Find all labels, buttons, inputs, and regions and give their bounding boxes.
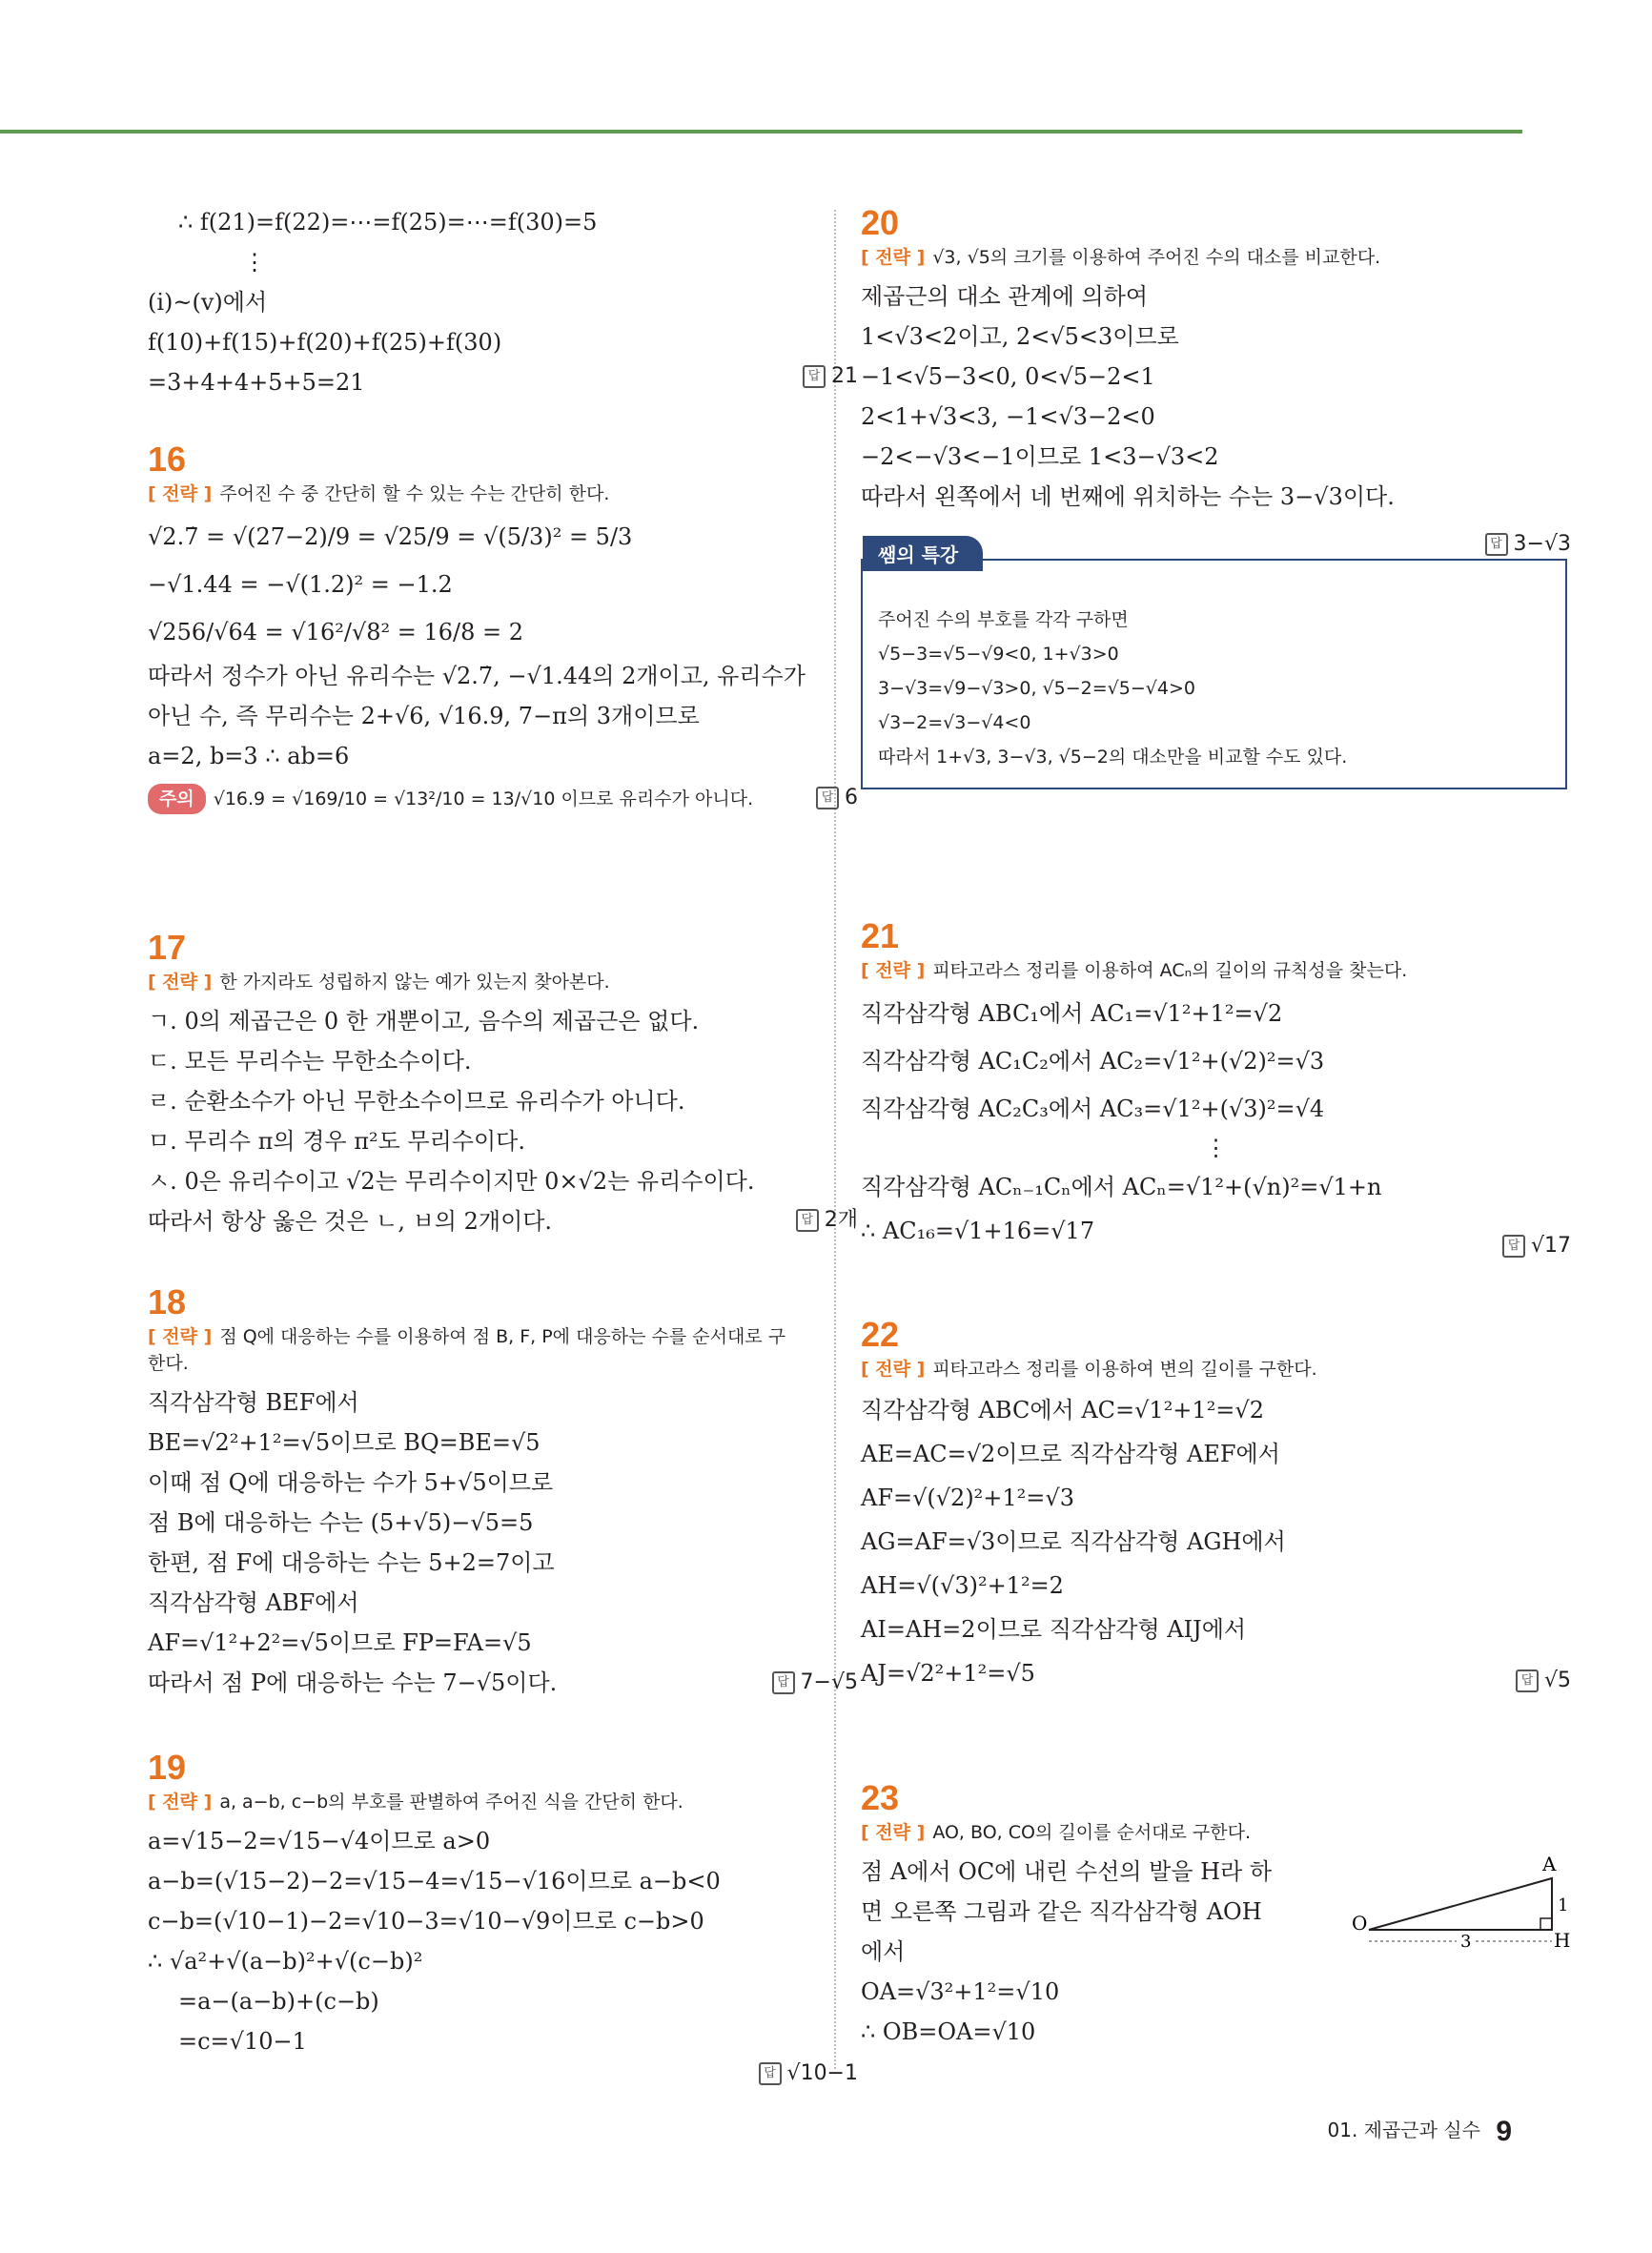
problem-18 (148, 1281, 858, 1703)
solution-line: 1<√3<2이고, 2<√5<3이므로 (861, 323, 1179, 350)
solution-line: a=√15−2=√15−√4이므로 a>0 (148, 1828, 491, 1854)
answer-icon: 답 (816, 787, 839, 809)
problem-23 (861, 1777, 1571, 2052)
problem-21 (861, 915, 1571, 1258)
solution-line: ∴ f(21)=f(22)=⋯=f(25)=⋯=f(30)=5 (178, 209, 598, 236)
label-o: O (1352, 1912, 1368, 1935)
answer: 답 2개 (796, 1203, 858, 1233)
solution-line: ㅅ. 0은 유리수이고 √2는 무리수이지만 0×√2는 유리수이다. (148, 1168, 755, 1195)
answer-icon: 답 (759, 2062, 782, 2085)
solution-line: 직각삼각형 ABF에서 (148, 1589, 359, 1616)
label-a: A (1542, 1853, 1557, 1875)
problem-16 (148, 439, 858, 814)
tip-line: √3−2=√3−√4<0 (878, 712, 1031, 733)
solution-line: f(10)+f(15)+f(20)+f(25)+f(30) (148, 329, 502, 356)
solution-line: 따라서 항상 옳은 것은 ㄴ, ㅂ의 2개이다. (148, 1208, 553, 1235)
solution-line: =a−(a−b)+(c−b) (178, 1988, 379, 2015)
solution-line: −√1.44 = −√(1.2)² = −1.2 (148, 571, 453, 598)
page-number: 9 (1496, 2115, 1512, 2147)
solution-line: √2.7̇ = √(27−2)/9 = √25/9 = √(5/3)² = 5/3 (148, 523, 633, 550)
solution-line: 면 오른쪽 그림과 같은 직각삼각형 AOH (861, 1898, 1262, 1925)
solution-line: 따라서 왼쪽에서 네 번째에 위치하는 수는 3−√3이다. (861, 483, 1395, 510)
solution-line: ∴ √a²+√(a−b)²+√(c−b)² (148, 1948, 423, 1975)
answer: 답 21 (803, 364, 858, 388)
page-footer (1328, 2115, 1513, 2148)
problem-19 (148, 1747, 858, 2085)
answer-icon: 답 (772, 1671, 795, 1694)
answer: 답 √17 (1502, 1234, 1571, 1258)
answer: 답 √5 (1516, 1669, 1571, 1692)
solution-line: ∴ AC₁₆=√1+16=√17 (861, 1218, 1095, 1244)
problem-number: 22 (861, 1315, 900, 1354)
solution-line: ㄹ. 순환소수가 아닌 무한소수이므로 유리수가 아니다. (148, 1088, 685, 1115)
problem-15-continued (148, 202, 858, 402)
solution-line: AF=√(√2)²+1²=√3 (861, 1485, 1074, 1511)
caution-note: 주의 √16.9 = √169/10 = √13²/10 = 13/√10 이므로 유리수가 아니다. (148, 784, 858, 814)
tip-line: √5−3=√5−√9<0, 1+√3>0 (878, 644, 1119, 665)
solution-line: 이때 점 Q에 대응하는 수가 5+√5이므로 (148, 1469, 554, 1496)
solution-line: 점 B에 대응하는 수는 (5+√5)−√5=5 (148, 1509, 534, 1536)
solution-line: a−b=(√15−2)−2=√15−4=√15−√16이므로 a−b<0 (148, 1868, 721, 1895)
solution-line: (ⅰ)~(ⅴ)에서 (148, 289, 268, 316)
solution-line: −1<√5−3<0, 0<√5−2<1 (861, 363, 1155, 390)
solution-line: OA=√3²+1²=√10 (861, 1978, 1060, 2005)
solution-line: BE=√2²+1²=√5이므로 BQ=BE=√5 (148, 1429, 540, 1456)
problem-22 (861, 1314, 1571, 1695)
solution-line: 제곱근의 대소 관계에 의하여 (861, 283, 1149, 310)
solution-line: ⋮ (243, 249, 266, 276)
problem-number: 18 (148, 1282, 187, 1321)
solution-line: 따라서 정수가 아닌 유리수는 √2.7̇, −√1.44의 2개이고, 유리수가 (148, 663, 806, 689)
caution-tag: 주의 (148, 784, 206, 814)
solution-line: 직각삼각형 ABC에서 AC=√1²+1²=√2 (861, 1397, 1264, 1423)
label-h: H (1554, 1929, 1571, 1952)
answer-icon: 답 (1502, 1235, 1525, 1258)
strategy: [ 전략 ] 피타고라스 정리를 이용하여 ACₙ의 길이의 규칙성을 찾는다. (861, 960, 1408, 981)
solution-line: 직각삼각형 BEF에서 (148, 1389, 359, 1416)
solution-line: 직각삼각형 AC₁C₂에서 AC₂=√1²+(√2)²=√3 (861, 1048, 1325, 1075)
solution-line: 2<1+√3<3, −1<√3−2<0 (861, 403, 1155, 430)
problem-number: 19 (148, 1748, 187, 1787)
solution-line: 점 A에서 OC에 내린 수선의 발을 H라 하 (861, 1858, 1273, 1885)
chapter-title: 01. 제곱근과 실수 (1327, 2119, 1480, 2141)
solution-line: AI=AH=2이므로 직각삼각형 AIJ에서 (861, 1616, 1247, 1643)
solution-line: 직각삼각형 AC₂C₃에서 AC₃=√1²+(√3)²=√4 (861, 1096, 1325, 1122)
solution-line: AG=AF=√3이므로 직각삼각형 AGH에서 (861, 1528, 1286, 1555)
solution-line: ∴ OB=OA=√10 (861, 2018, 1036, 2045)
solution-line: c−b=(√10−1)−2=√10−3=√10−√9이므로 c−b>0 (148, 1908, 704, 1935)
solution-line: 아닌 수, 즉 무리수는 2+√6, √16.9, 7−π의 3개이므로 (148, 703, 700, 729)
problem-number: 17 (148, 928, 187, 967)
answer-icon: 답 (1516, 1669, 1539, 1692)
solution-line: =3+4+4+5+5=21 (148, 369, 365, 396)
answer: 답 3−√3 (1485, 532, 1571, 556)
strategy: [ 전략 ] √3, √5의 크기를 이용하여 주어진 수의 대소를 비교한다. (861, 247, 1381, 268)
solution-line: ㄷ. 모든 무리수는 무한소수이다. (148, 1048, 472, 1075)
solution-line: ⋮ (1204, 1135, 1228, 1161)
solution-line: AJ=√2²+1²=√5 (861, 1660, 1035, 1687)
strategy: [ 전략 ] 한 가지라도 성립하지 않는 예가 있는지 찾아본다. (148, 972, 610, 993)
top-rule (0, 130, 1522, 133)
tip-line: 3−√3=√9−√3>0, √5−2=√5−√4>0 (878, 678, 1195, 699)
strategy: [ 전략 ] 점 Q에 대응하는 수를 이용하여 점 B, F, P에 대응하는 수를 순서대로 구 한다. (148, 1326, 786, 1374)
solution-line: 따라서 점 P에 대응하는 수는 7−√5이다. (148, 1669, 558, 1696)
answer-icon: 답 (803, 365, 826, 388)
problem-number: 21 (861, 916, 900, 955)
teacher-tip-tag: 쌤의 특강 (863, 536, 983, 571)
solution-line: 한편, 점 F에 대응하는 수는 5+2=7이고 (148, 1549, 555, 1576)
strategy: [ 전략 ] a, a−b, c−b의 부호를 판별하여 주어진 식을 간단히 한다. (148, 1792, 683, 1813)
solution-line: AF=√1²+2²=√5이므로 FP=FA=√5 (148, 1629, 532, 1656)
right-triangle-figure (1352, 1850, 1571, 1955)
problem-number: 16 (148, 440, 187, 479)
solution-line: =c=√10−1 (178, 2028, 307, 2055)
problem-number: 23 (861, 1778, 900, 1817)
strategy: [ 전략 ] AO, BO, CO의 길이를 순서대로 구한다. (861, 1822, 1252, 1843)
solution-line: 직각삼각형 ABC₁에서 AC₁=√1²+1²=√2 (861, 1000, 1283, 1027)
answer: 답 7−√5 (772, 1670, 858, 1694)
label-1: 1 (1558, 1895, 1569, 1915)
tip-line: 따라서 1+√3, 3−√3, √5−2의 대소만을 비교할 수도 있다. (878, 747, 1348, 768)
solution-line: a=2, b=3 ∴ ab=6 (148, 743, 350, 769)
solution-line: −2<−√3<−1이므로 1<3−√3<2 (861, 443, 1219, 470)
solution-line: AE=AC=√2이므로 직각삼각형 AEF에서 (861, 1441, 1280, 1467)
strategy: [ 전략 ] 주어진 수 중 간단히 할 수 있는 수는 간단히 한다. (148, 483, 610, 504)
answer-icon: 답 (1485, 533, 1508, 556)
strategy: [ 전략 ] 피타고라스 정리를 이용하여 변의 길이를 구한다. (861, 1359, 1317, 1380)
problem-20 (861, 202, 1571, 789)
problem-number: 20 (861, 203, 900, 242)
answer: 답 6 (816, 786, 858, 809)
solution-line: ㅁ. 무리수 π의 경우 π²도 무리수이다. (148, 1128, 525, 1155)
answer-icon: 답 (796, 1209, 819, 1232)
answer: 답 √10−1 (759, 2061, 858, 2085)
solution-line: √256/√64 = √16²/√8² = 16/8 = 2 (148, 619, 524, 645)
solution-line: 직각삼각형 ACₙ₋₁Cₙ에서 ACₙ=√1²+(√n)²=√1+n (861, 1174, 1382, 1200)
label-3: 3 (1460, 1932, 1472, 1952)
solution-line: AH=√(√3)²+1²=2 (861, 1572, 1064, 1599)
tip-line: 주어진 수의 부호를 각각 구하면 (878, 609, 1129, 630)
problem-17 (148, 927, 858, 1241)
solution-line: ㄱ. 0의 제곱근은 0 한 개뿐이고, 음수의 제곱근은 없다. (148, 1008, 700, 1034)
solution-line: 에서 (861, 1938, 906, 1965)
